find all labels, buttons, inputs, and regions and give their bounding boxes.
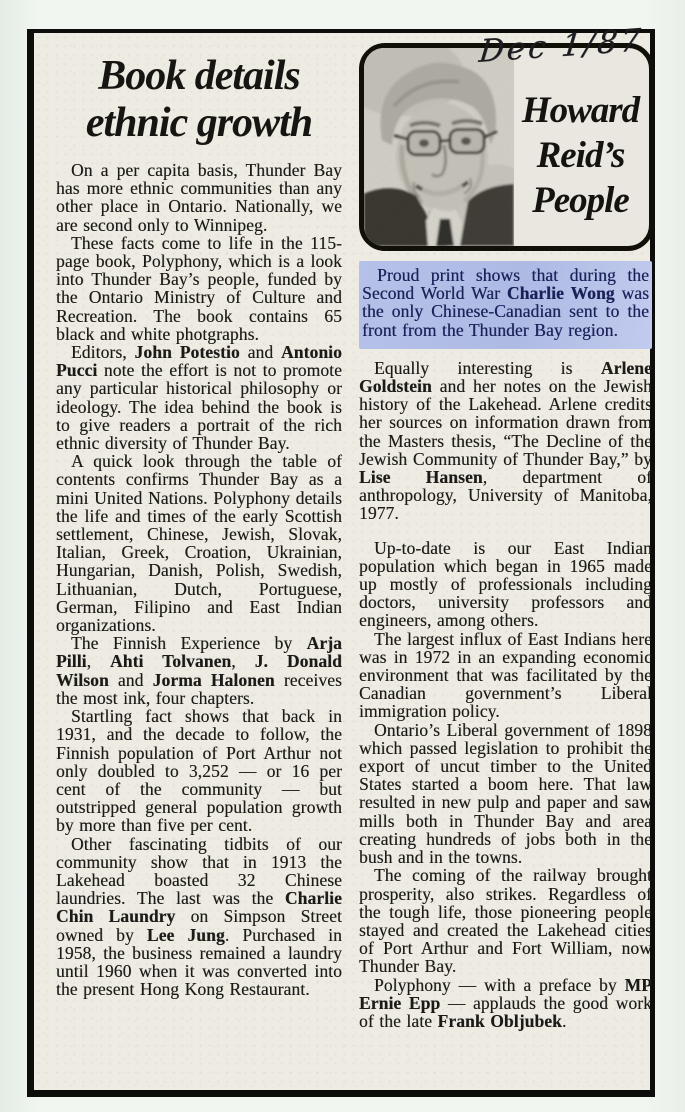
headline-line-1: Book details [98, 53, 300, 99]
article-paragraph [359, 359, 652, 523]
portrait-illustration [364, 48, 514, 246]
right-column [359, 22, 652, 1031]
article-paragraph [359, 976, 652, 1031]
column-title [514, 48, 649, 246]
article-paragraph [359, 261, 652, 349]
article-paragraph [56, 452, 342, 634]
column-title-line-3: People [532, 179, 629, 221]
bold-name-text: Charlie Chin Laundry [56, 888, 342, 927]
body-text: , [86, 651, 111, 672]
bold-name-text: Charlie Wong [506, 283, 615, 304]
bold-name-text: J. Donald Wilson [56, 651, 342, 690]
article-paragraph [359, 721, 652, 867]
body-text: note the effort is not to promote any particular historical philosophy or ideology. The idea behind the book is to give readers a portrait of the rich ethnic diversity of Thunder Bay. [56, 360, 342, 454]
body-text: The largest influx of East Indians here was in 1972 in an expanding economic environment that was facilitated by the Canadian government’s Liberal immigration policy. [359, 628, 652, 722]
body-text: Editors, [71, 342, 135, 363]
body-text: and her notes on the Jewish history of the Lakehead. Arlene credits her sources on information drawn from the Masters thesis, “The Decline of the Jewish Community of Thunder Bay,” by [359, 376, 652, 469]
body-text: Startling fact shows that back in 1931, and the decade to follow, the Finnish population of Port Arthur not only doubled to 3,252 — or 16 per cent of the community — but outstripped general population growth by more than five per cent. [56, 706, 342, 836]
bold-name-text: Ahti Tolvanen [110, 651, 232, 672]
body-text: receives the most ink, four chapters. [56, 669, 342, 708]
right-column-paragraphs [359, 359, 652, 1030]
body-text: Ontario’s Liberal government of 1898 which passed legislation to prohibit the export of uncut timber to the United States started a boom here. That law resulted in new pulp and paper and saw mills both in Thunder Bay and area creating hundreds of jobs both in the bush and in the towns. [359, 719, 652, 868]
body-text: , department of anthropology, University of Manitoba, 1977. [359, 467, 652, 524]
body-text: . Purchased in 1958, the business remained a laundry until 1960 when it was converted into the present Hong Kong Restaurant. [56, 924, 342, 1000]
newspaper-clipping [27, 22, 655, 1097]
body-text: On a per capita basis, Thunder Bay has more ethnic communities than any other place in Ontario. Nationally, we are second only to Winnipeg. [56, 160, 342, 235]
bold-name-text: Jorma Halonen [152, 669, 275, 690]
bold-name-text: Frank Obljubek [437, 1010, 562, 1031]
article-paragraph [359, 539, 652, 630]
bold-name-text: Antonio Pucci [56, 342, 342, 381]
body-text: was the only Chinese-Canadian sent to the front from the Thunder Bay region. [362, 283, 649, 340]
body-text: Proud print shows that during the Second World War [362, 265, 649, 304]
column-title-line-2: Reid’s [536, 134, 625, 176]
body-text: These facts come to life in the 115-page book, Polyphony, which is a look into Thunder Bay’s people, funded by the Ontario Ministry of Culture and Recreation. The book contains 65 black and white photgraphs. [56, 232, 342, 344]
body-text: The Finnish Experience by [71, 633, 307, 654]
bold-name-text: Arlene Goldstein [359, 357, 652, 397]
body-text: — applauds the good work of the late [359, 992, 652, 1031]
bold-name-text: John Potestio [134, 342, 240, 363]
article-paragraph [56, 835, 342, 999]
body-text: Polyphony — with a preface by [374, 974, 625, 995]
article-paragraph [56, 234, 342, 343]
body-text: and [108, 669, 153, 690]
article-paragraph [359, 630, 652, 721]
left-column-paragraphs [56, 161, 342, 998]
body-text: on Simpson Street owned by [56, 906, 342, 945]
article-paragraph [56, 161, 342, 234]
column-title-line-1: Howard [521, 89, 640, 131]
bold-name-text: Arja Pilli [56, 633, 342, 672]
body-text: Up-to-date is our East Indian population which began in 1965 made up mostly of professionals including doctors, university professors and engineers, among others. [359, 537, 652, 631]
clipping-paper [34, 22, 652, 1090]
article-headline [56, 53, 342, 147]
body-text: , [231, 651, 255, 672]
handwritten-date: Dec 1/87 [477, 22, 645, 70]
column-masthead-box [359, 22, 654, 251]
bold-name-text: Lee Jung [146, 924, 225, 945]
body-text: The coming of the railway brought prosperity, also strikes. Regardless of the tough life, those pioneering people stayed and created the Lakehead cities of Port Arthur and Fort William, now Thunder Bay. [359, 865, 652, 977]
bold-name-text: MP Ernie Epp [359, 974, 652, 1013]
body-text: and [239, 342, 281, 363]
article-paragraph [359, 866, 652, 975]
article-paragraph [56, 634, 342, 707]
howard-reid-portrait [364, 48, 514, 246]
body-text: Equally interesting is [374, 357, 601, 378]
headline-line-2: ethnic growth [85, 100, 313, 146]
left-column [56, 49, 342, 998]
body-text: A quick look through the table of contents confirms Thunder Bay as a mini United Nations. Polyphony details the life and times of the early Scottish settlement, Chinese, Jewish, Slovak, Italian, Greek, Croation, Ukrainian, Hungarian, Danish, Polish, Swedish, Lithuanian, Dutch, Portuguese, German, Filipino and East Indian organizations. [56, 451, 342, 636]
body-text: Other fascinating tidbits of our community show that in 1913 the Lakehead boasted 32 Chinese laundries. The last was the [56, 833, 342, 909]
bold-name-text: Lise Hansen [359, 467, 483, 488]
article-paragraph [56, 343, 342, 452]
highlighted-caption [359, 261, 652, 349]
article-paragraph [56, 707, 342, 834]
body-text: . [562, 1010, 567, 1031]
